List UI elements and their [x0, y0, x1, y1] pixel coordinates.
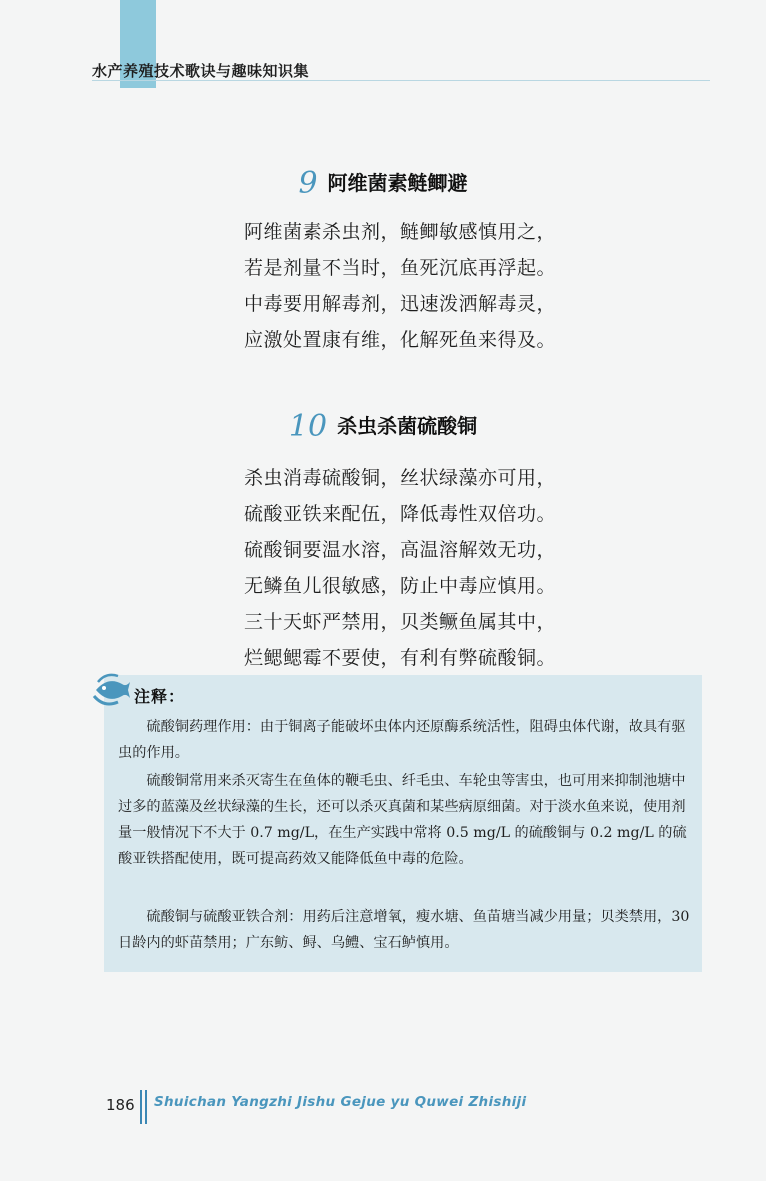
poem-line: 三十天虾严禁用，贝类鳜鱼属其中， [244, 611, 557, 633]
poem-block-9 [244, 214, 724, 358]
poem-line: 硫酸亚铁来配伍，降低毒性双倍功。 [244, 503, 557, 525]
page-number: 186 [106, 1096, 135, 1114]
poem-line: 无鳞鱼儿很敏感，防止中毒应慎用。 [244, 575, 557, 597]
header-divider [92, 80, 710, 81]
poem-line: 硫酸铜要温水溶，高温溶解效无功， [244, 539, 557, 561]
poem-line: 若是剂量不当时，鱼死沉底再浮起。 [244, 257, 557, 279]
note-paragraph: 硫酸铜常用来杀灭寄生在鱼体的鞭毛虫、纤毛虫、车轮虫等害虫，也可用来抑制池塘中过多的蓝藻及丝状绿藻的生长，还可以杀灭真菌和某些病原细菌。对于淡水鱼来说，使用剂量一般情况下不大于 0.7 mg/L，在生产实践中常将 0.5 mg/L 的硫酸铜与 0.2 mg/L 的硫酸亚铁搭配使用，既可提高药效又能降低鱼中毒的危险。 [118, 773, 687, 867]
section-number: 9 [298, 166, 318, 201]
poem-block-10 [244, 460, 724, 676]
note-paragraph: 硫酸铜药理作用：由于铜离子能破坏虫体内还原酶系统活性，阻碍虫体代谢，故具有驱虫的作用。 [118, 719, 686, 761]
section-heading-10 [0, 409, 766, 444]
footer-pinyin-title: Shuichan Yangzhi Jishu Gejue yu Quwei Zhishiji [154, 1094, 527, 1110]
section-number: 10 [288, 409, 328, 444]
poem-line: 应激处置康有维，化解死鱼来得及。 [244, 329, 557, 351]
section-title: 杀虫杀菌硫酸铜 [337, 414, 478, 438]
fish-icon [90, 670, 134, 710]
section-title: 阿维菌素鲢鲫避 [327, 171, 468, 195]
note-paragraph: 硫酸铜与硫酸亚铁合剂：用药后注意增氧，瘦水塘、鱼苗塘当减少用量；贝类禁用，30 日龄内的虾苗禁用；广东鲂、鲟、乌鳢、宝石鲈慎用。 [118, 909, 690, 951]
note-label: 注释： [134, 687, 186, 706]
poem-line: 中毒要用解毒剂，迅速泼洒解毒灵， [244, 293, 557, 315]
poem-line: 烂鳃鳃霉不要使，有利有弊硫酸铜。 [244, 647, 557, 669]
poem-line: 杀虫消毒硫酸铜，丝状绿藻亦可用， [244, 467, 557, 489]
section-heading-9 [0, 166, 766, 201]
running-header-title: 水产养殖技术歌诀与趣味知识集 [92, 62, 310, 80]
poem-line: 阿维菌素杀虫剂，鲢鲫敏感慎用之， [244, 221, 557, 243]
